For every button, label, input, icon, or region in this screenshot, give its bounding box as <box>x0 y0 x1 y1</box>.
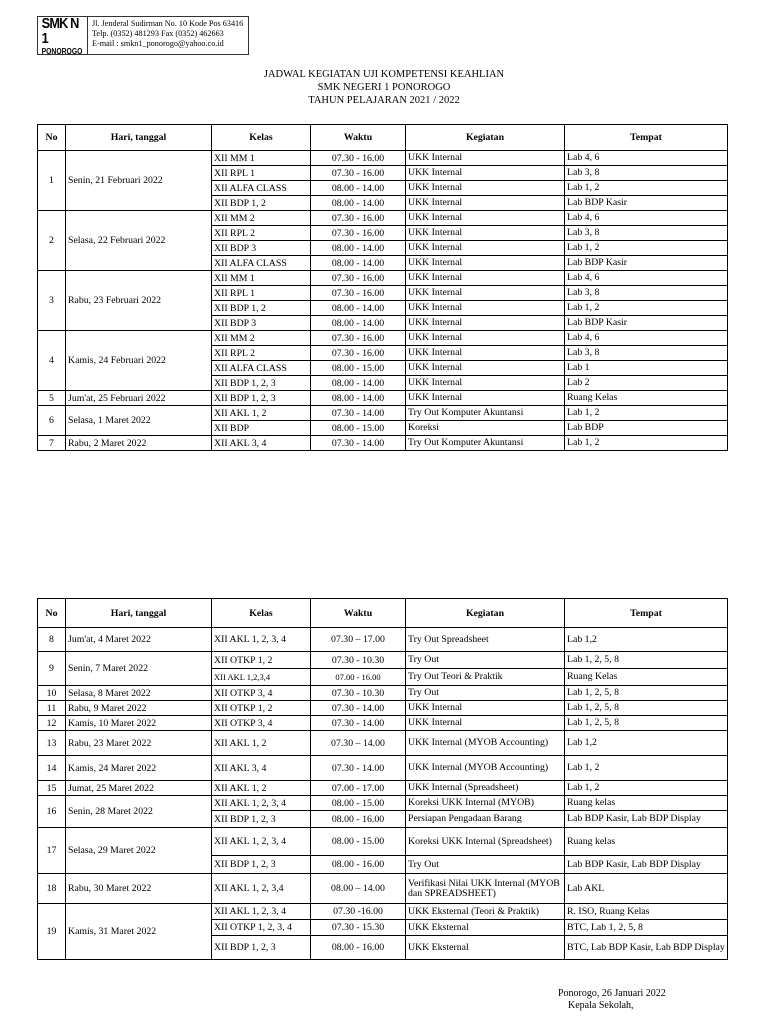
cell-place: BTC, Lab BDP Kasir, Lab BDP Display <box>565 936 728 960</box>
cell-activity: UKK Internal <box>406 701 565 716</box>
table-row <box>38 904 728 920</box>
logo-text-bottom: PONOROGO <box>42 46 83 56</box>
header-place: Tempat <box>565 599 728 628</box>
cell-activity: UKK Internal <box>406 256 565 271</box>
cell-time: 07.30 - 16.00 <box>311 211 406 226</box>
cell-time: 08.00 - 14.00 <box>311 376 406 391</box>
cell-place: Lab 2 <box>565 376 728 391</box>
cell-time: 07.30 - 10.30 <box>311 686 406 701</box>
cell-class: XII AKL 1, 2, 3,4 <box>212 874 311 904</box>
table-row <box>38 756 728 781</box>
cell-time: 07.30 - 15.30 <box>311 920 406 936</box>
table-row <box>38 211 728 226</box>
cell-no: 7 <box>38 436 66 451</box>
cell-class: XII AKL 1, 2 <box>212 731 311 756</box>
phone-line: Telp. (0352) 481293 Fax (0352) 462663 <box>92 29 224 38</box>
cell-time: 07.30 - 14.00 <box>311 716 406 731</box>
title-line-3: TAHUN PELAJARAN 2021 / 2022 <box>308 95 460 106</box>
cell-day: Rabu, 23 Maret 2022 <box>66 731 212 756</box>
cell-place: Lab 1, 2, 5, 8 <box>565 652 728 669</box>
cell-time: 08.00 - 14.00 <box>311 241 406 256</box>
cell-time: 08.00 - 16.00 <box>311 936 406 960</box>
table-row <box>38 652 728 669</box>
cell-place: R. ISO, Ruang Kelas <box>565 904 728 920</box>
cell-class: XII ALFA CLASS <box>212 256 311 271</box>
cell-place: Lab 3, 8 <box>565 166 728 181</box>
cell-day: Kamis, 24 Maret 2022 <box>66 756 212 781</box>
cell-place: Lab 1, 2 <box>565 406 728 421</box>
cell-day: Selasa, 22 Februari 2022 <box>66 211 212 271</box>
cell-activity: UKK Internal <box>406 211 565 226</box>
cell-day: Kamis, 24 Februari 2022 <box>66 331 212 391</box>
cell-place: Lab 4, 6 <box>565 211 728 226</box>
cell-place: Ruang Kelas <box>565 391 728 406</box>
cell-time: 08.00 – 14.00 <box>311 874 406 904</box>
table-header-row <box>38 599 728 628</box>
cell-class: XII BDP 3 <box>212 241 311 256</box>
cell-activity: UKK Internal <box>406 166 565 181</box>
cell-no: 18 <box>38 874 66 904</box>
cell-activity: Try Out <box>406 686 565 701</box>
cell-class: XII RPL 1 <box>212 286 311 301</box>
cell-time: 07.30 - 16.00 <box>311 226 406 241</box>
cell-class: XII AKL 1, 2, 3, 4 <box>212 628 311 652</box>
cell-time: 08.00 - 15.00 <box>311 361 406 376</box>
cell-day: Selasa, 1 Maret 2022 <box>66 406 212 436</box>
cell-no: 2 <box>38 211 66 271</box>
cell-time: 08.00 - 15.00 <box>311 421 406 436</box>
cell-time: 07.00 - 16.00 <box>311 669 406 686</box>
table-row <box>38 331 728 346</box>
table-row <box>38 391 728 406</box>
cell-class: XII BDP 1, 2 <box>212 301 311 316</box>
cell-time: 07.30 – 14.00 <box>311 731 406 756</box>
cell-place: Lab 4, 6 <box>565 151 728 166</box>
cell-time: 07.30 – 17.00 <box>311 628 406 652</box>
address-line: Jl. Jenderal Sudirman No. 10 Kode Pos 63416 <box>92 19 244 28</box>
cell-no: 10 <box>38 686 66 701</box>
cell-place: Lab 3, 8 <box>565 226 728 241</box>
cell-day: Senin, 7 Maret 2022 <box>66 652 212 686</box>
cell-class: XII BDP 1, 2, 3 <box>212 391 311 406</box>
cell-place: Ruang Kelas <box>565 669 728 686</box>
cell-time: 07.30 - 14.00 <box>311 756 406 781</box>
cell-class: XII RPL 2 <box>212 226 311 241</box>
cell-time: 08.00 - 16.00 <box>311 811 406 828</box>
cell-place: Lab 4, 6 <box>565 271 728 286</box>
cell-class: XII AKL 1,2,3,4 <box>212 669 311 686</box>
cell-day: Selasa, 8 Maret 2022 <box>66 686 212 701</box>
cell-class: XII RPL 2 <box>212 346 311 361</box>
cell-class: XII ALFA CLASS <box>212 361 311 376</box>
header-activity: Kegiatan <box>406 599 565 628</box>
cell-class: XII AKL 3, 4 <box>212 756 311 781</box>
cell-place: Lab 1 <box>565 361 728 376</box>
cell-place: Lab BDP Kasir, Lab BDP Display <box>565 856 728 874</box>
signature-role: Kepala Sekolah, <box>568 1000 634 1011</box>
cell-activity: UKK Internal <box>406 226 565 241</box>
cell-time: 07.30 - 16.00 <box>311 271 406 286</box>
cell-activity: UKK Internal (MYOB Accounting) <box>406 756 565 781</box>
cell-class: XII AKL 1, 2, 3, 4 <box>212 796 311 811</box>
cell-class: XII OTKP 1, 2 <box>212 701 311 716</box>
cell-class: XII MM 2 <box>212 211 311 226</box>
header-time: Waktu <box>311 599 406 628</box>
header-activity: Kegiatan <box>406 125 565 151</box>
cell-activity: UKK Eksternal (Teori & Praktik) <box>406 904 565 920</box>
cell-place: Lab BDP <box>565 421 728 436</box>
cell-class: XII BDP 1, 2, 3 <box>212 856 311 874</box>
cell-class: XII BDP 1, 2 <box>212 196 311 211</box>
table-row <box>38 731 728 756</box>
cell-place: Lab AKL <box>565 874 728 904</box>
cell-no: 16 <box>38 796 66 828</box>
cell-no: 3 <box>38 271 66 331</box>
cell-no: 9 <box>38 652 66 686</box>
cell-place: Lab BDP Kasir <box>565 316 728 331</box>
cell-activity: UKK Internal <box>406 361 565 376</box>
cell-time: 08.00 - 14.00 <box>311 391 406 406</box>
cell-place: Lab BDP Kasir, Lab BDP Display <box>565 811 728 828</box>
cell-activity: Try Out Teori & Praktik <box>406 669 565 686</box>
cell-day: Kamis, 10 Maret 2022 <box>66 716 212 731</box>
cell-place: Lab BDP Kasir <box>565 196 728 211</box>
table-row <box>38 686 728 701</box>
cell-time: 07.30 - 14.00 <box>311 436 406 451</box>
cell-class: XII MM 2 <box>212 331 311 346</box>
cell-place: Lab 1, 2, 5, 8 <box>565 701 728 716</box>
schedule-table-2 <box>37 598 728 960</box>
cell-activity: UKK Internal <box>406 271 565 286</box>
cell-time: 07.30 - 14.00 <box>311 406 406 421</box>
cell-place: Lab BDP Kasir <box>565 256 728 271</box>
cell-class: XII OTKP 3, 4 <box>212 686 311 701</box>
cell-activity: UKK Internal <box>406 181 565 196</box>
cell-no: 19 <box>38 904 66 960</box>
header-no: No <box>38 125 66 151</box>
cell-activity: UKK Internal <box>406 316 565 331</box>
logo-text-top: SMK N 1 <box>41 14 79 47</box>
cell-class: XII BDP <box>212 421 311 436</box>
cell-place: Lab 1,2 <box>565 731 728 756</box>
document-title <box>0 68 768 107</box>
cell-activity: UKK Eksternal <box>406 920 565 936</box>
header-place: Tempat <box>565 125 728 151</box>
cell-activity: UKK Internal <box>406 286 565 301</box>
cell-class: XII AKL 1, 2, 3, 4 <box>212 904 311 920</box>
title-line-2: SMK NEGERI 1 PONOROGO <box>317 82 451 93</box>
cell-class: XII BDP 1, 2, 3 <box>212 811 311 828</box>
cell-activity: Try Out <box>406 652 565 669</box>
cell-place: Ruang kelas <box>565 796 728 811</box>
table-row <box>38 874 728 904</box>
cell-time: 08.00 - 15.00 <box>311 796 406 811</box>
cell-place: Lab 1, 2, 5, 8 <box>565 686 728 701</box>
cell-activity: UKK Internal (MYOB Accounting) <box>406 731 565 756</box>
school-address <box>88 17 243 54</box>
cell-place: Lab 1,2 <box>565 628 728 652</box>
cell-place: Lab 1, 2 <box>565 781 728 796</box>
cell-place: Lab 1, 2 <box>565 301 728 316</box>
header-no: No <box>38 599 66 628</box>
table-row <box>38 271 728 286</box>
table-row <box>38 828 728 856</box>
school-logo <box>38 14 88 56</box>
cell-day: Jumat, 25 Maret 2022 <box>66 781 212 796</box>
cell-time: 08.00 - 16.00 <box>311 856 406 874</box>
cell-time: 07.30 - 16.00 <box>311 346 406 361</box>
cell-activity: Try Out Spreadsheet <box>406 628 565 652</box>
cell-no: 8 <box>38 628 66 652</box>
cell-activity: Koreksi UKK Internal (Spreadsheet) <box>406 828 565 856</box>
email-line: E-mail : smkn1_ponorogo@yahoo.co.id <box>92 39 224 48</box>
cell-place: Lab 1, 2, 5, 8 <box>565 716 728 731</box>
cell-time: 07.00 - 17.00 <box>311 781 406 796</box>
cell-class: XII OTKP 3, 4 <box>212 716 311 731</box>
table-row <box>38 781 728 796</box>
cell-activity: UKK Eksternal <box>406 936 565 960</box>
header-day: Hari, tanggal <box>66 599 212 628</box>
cell-no: 4 <box>38 331 66 391</box>
cell-time: 08.00 - 14.00 <box>311 196 406 211</box>
cell-time: 07.30 - 10.30 <box>311 652 406 669</box>
table-row <box>38 796 728 811</box>
schedule-table-1 <box>37 124 728 451</box>
cell-no: 15 <box>38 781 66 796</box>
cell-class: XII OTKP 1, 2 <box>212 652 311 669</box>
cell-place: Lab 3, 8 <box>565 286 728 301</box>
cell-activity: Try Out Komputer Akuntansi <box>406 406 565 421</box>
cell-time: 07.30 - 14.00 <box>311 701 406 716</box>
cell-no: 1 <box>38 151 66 211</box>
table-row <box>38 716 728 731</box>
cell-activity: UKK Internal <box>406 151 565 166</box>
cell-day: Jum'at, 25 Februari 2022 <box>66 391 212 406</box>
cell-day: Rabu, 2 Maret 2022 <box>66 436 212 451</box>
cell-no: 13 <box>38 731 66 756</box>
cell-activity: Koreksi UKK Internal (MYOB) <box>406 796 565 811</box>
cell-no: 5 <box>38 391 66 406</box>
cell-place: Ruang kelas <box>565 828 728 856</box>
cell-activity: Try Out <box>406 856 565 874</box>
signature-place-date: Ponorogo, 26 Januari 2022 <box>558 988 666 999</box>
cell-class: XII AKL 1, 2, 3, 4 <box>212 828 311 856</box>
cell-class: XII BDP 1, 2, 3 <box>212 936 311 960</box>
cell-class: XII AKL 3, 4 <box>212 436 311 451</box>
cell-no: 14 <box>38 756 66 781</box>
cell-day: Kamis, 31 Maret 2022 <box>66 904 212 960</box>
header-day: Hari, tanggal <box>66 125 212 151</box>
cell-class: XII BDP 1, 2, 3 <box>212 376 311 391</box>
cell-activity: Koreksi <box>406 421 565 436</box>
cell-activity: UKK Internal <box>406 241 565 256</box>
cell-place: Lab 1, 2 <box>565 436 728 451</box>
cell-time: 08.00 - 15.00 <box>311 828 406 856</box>
cell-time: 07.30 - 16.00 <box>311 151 406 166</box>
cell-class: XII MM 1 <box>212 271 311 286</box>
cell-activity: UKK Internal <box>406 331 565 346</box>
table-row <box>38 701 728 716</box>
cell-activity: UKK Internal <box>406 391 565 406</box>
cell-activity: Persiapan Pengadaan Barang <box>406 811 565 828</box>
cell-time: 07.30 - 16.00 <box>311 166 406 181</box>
cell-time: 07.30 -16.00 <box>311 904 406 920</box>
table-row <box>38 406 728 421</box>
cell-place: BTC, Lab 1, 2, 5, 8 <box>565 920 728 936</box>
cell-time: 07.30 - 16.00 <box>311 286 406 301</box>
cell-time: 08.00 - 14.00 <box>311 301 406 316</box>
table-header-row <box>38 125 728 151</box>
cell-class: XII MM 1 <box>212 151 311 166</box>
cell-no: 17 <box>38 828 66 874</box>
cell-day: Rabu, 9 Maret 2022 <box>66 701 212 716</box>
cell-activity: UKK Internal <box>406 196 565 211</box>
cell-time: 08.00 - 14.00 <box>311 316 406 331</box>
cell-activity: UKK Internal <box>406 346 565 361</box>
cell-class: XII AKL 1, 2 <box>212 406 311 421</box>
table-row <box>38 628 728 652</box>
cell-place: Lab 1, 2 <box>565 241 728 256</box>
cell-day: Senin, 28 Maret 2022 <box>66 796 212 828</box>
cell-activity: UKK Internal (Spreadsheet) <box>406 781 565 796</box>
cell-no: 6 <box>38 406 66 436</box>
header-class: Kelas <box>212 125 311 151</box>
cell-time: 08.00 - 14.00 <box>311 181 406 196</box>
cell-day: Rabu, 23 Februari 2022 <box>66 271 212 331</box>
cell-place: Lab 4, 6 <box>565 331 728 346</box>
cell-class: XII ALFA CLASS <box>212 181 311 196</box>
header-class: Kelas <box>212 599 311 628</box>
cell-class: XII RPL 1 <box>212 166 311 181</box>
cell-day: Jum'at, 4 Maret 2022 <box>66 628 212 652</box>
cell-time: 07.30 - 16.00 <box>311 331 406 346</box>
cell-time: 08.00 - 14.00 <box>311 256 406 271</box>
table-row <box>38 151 728 166</box>
cell-class: XII BDP 3 <box>212 316 311 331</box>
cell-day: Senin, 21 Februari 2022 <box>66 151 212 211</box>
cell-activity: Try Out Komputer Akuntansi <box>406 436 565 451</box>
cell-activity: UKK Internal <box>406 716 565 731</box>
signature-block <box>558 988 666 1012</box>
cell-no: 12 <box>38 716 66 731</box>
header-time: Waktu <box>311 125 406 151</box>
cell-activity: Verifikasi Nilai UKK Internal (MYOB dan SPREADSHEET) <box>406 874 565 904</box>
cell-place: Lab 1, 2 <box>565 181 728 196</box>
letterhead <box>37 16 249 55</box>
cell-place: Lab 3, 8 <box>565 346 728 361</box>
cell-day: Rabu, 30 Maret 2022 <box>66 874 212 904</box>
cell-day: Selasa, 29 Maret 2022 <box>66 828 212 874</box>
cell-class: XII AKL 1, 2 <box>212 781 311 796</box>
cell-place: Lab 1, 2 <box>565 756 728 781</box>
cell-no: 11 <box>38 701 66 716</box>
cell-class: XII OTKP 1, 2, 3, 4 <box>212 920 311 936</box>
cell-activity: UKK Internal <box>406 376 565 391</box>
title-line-1: JADWAL KEGIATAN UJI KOMPETENSI KEAHLIAN <box>263 69 505 80</box>
table-row <box>38 436 728 451</box>
cell-activity: UKK Internal <box>406 301 565 316</box>
